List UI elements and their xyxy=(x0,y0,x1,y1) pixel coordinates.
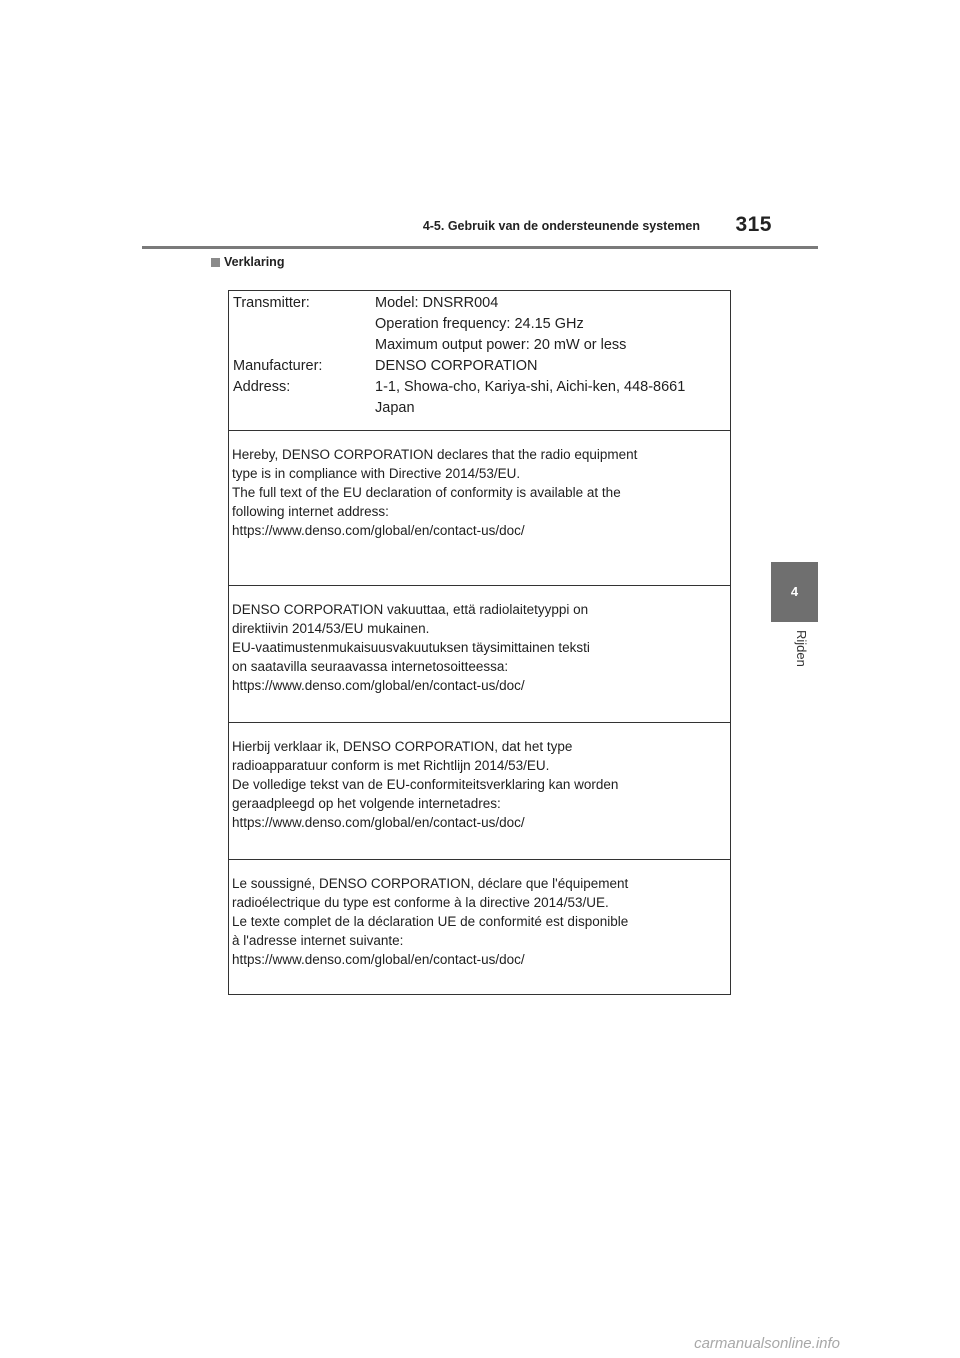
declaration-nl xyxy=(229,723,730,860)
footer-watermark: carmanualsonline.info xyxy=(694,1335,840,1352)
section-heading xyxy=(211,255,284,269)
chapter-label: Rijden xyxy=(794,630,809,667)
spec-table xyxy=(233,293,685,419)
spec-row xyxy=(233,356,685,377)
declaration-line: DENSO CORPORATION vakuuttaa, että radiolaitetyyppi on xyxy=(232,602,589,617)
declaration-line: Hereby, DENSO CORPORATION declares that the radio equipment xyxy=(232,447,638,462)
section-title: 4-5. Gebruik van de ondersteunende systemen xyxy=(422,219,700,233)
declaration-line: type is in compliance with Directive 2014/53/EU. xyxy=(232,466,521,481)
spec-value: 1-1, Showa-cho, Kariya-shi, Aichi-ken, 448-8661 xyxy=(375,379,686,395)
spec-row xyxy=(233,293,685,314)
declaration-line: radioélectrique du type est conforme à la directive 2014/53/UE. xyxy=(232,895,609,910)
declaration-fr xyxy=(229,860,730,994)
spec-row xyxy=(233,335,685,356)
declaration-line: Le soussigné, DENSO CORPORATION, déclare que l'équipement xyxy=(232,876,629,891)
spec-label xyxy=(233,398,375,419)
spec-row xyxy=(233,377,685,398)
declaration-line: radioapparatuur conform is met Richtlijn 2014/53/EU. xyxy=(232,758,550,773)
declaration-line: Le texte complet de la déclaration UE de conformité est disponible xyxy=(232,914,629,929)
spec-value: Maximum output power: 20 mW or less xyxy=(375,337,627,353)
spec-value: DENSO CORPORATION xyxy=(375,358,538,374)
declaration-line: following internet address: xyxy=(232,504,389,519)
spec-label: Manufacturer: xyxy=(233,358,323,374)
declaration-line: Hierbij verklaar ik, DENSO CORPORATION, dat het type xyxy=(232,739,573,754)
declaration-text xyxy=(232,874,724,969)
spec-label: Address: xyxy=(233,379,291,395)
section-heading-text: Verklaring xyxy=(224,255,285,269)
declaration-en xyxy=(229,431,730,586)
square-bullet-icon xyxy=(211,258,220,267)
declaration-url: https://www.denso.com/global/en/contact-us/doc/ xyxy=(232,678,525,693)
declaration-line: EU-vaatimustenmukaisuusvakuutuksen täysimittainen teksti xyxy=(232,640,590,655)
declaration-url: https://www.denso.com/global/en/contact-us/doc/ xyxy=(232,815,525,830)
declaration-line: geraadpleegd op het volgende internetadres: xyxy=(232,796,501,811)
declaration-line: on saatavilla seuraavassa internetosoitteessa: xyxy=(232,659,509,674)
declaration-line: direktiivin 2014/53/EU mukainen. xyxy=(232,621,430,636)
page-header xyxy=(142,212,818,249)
page-number: 315 xyxy=(735,213,772,236)
spec-label xyxy=(233,314,375,335)
declaration-text xyxy=(232,445,724,540)
declaration-text xyxy=(232,737,724,832)
declaration-url: https://www.denso.com/global/en/contact-us/doc/ xyxy=(232,523,525,538)
spec-value: Model: DNSRR004 xyxy=(375,295,499,311)
declaration-line: à l'adresse internet suivante: xyxy=(232,933,404,948)
declaration-fi xyxy=(229,586,730,723)
spec-row xyxy=(233,398,685,419)
spec-value: Operation frequency: 24.15 GHz xyxy=(375,316,584,332)
declaration-line: De volledige tekst van de EU-conformiteitsverklaring kan worden xyxy=(232,777,619,792)
chapter-tab: 4 xyxy=(771,562,818,622)
spec-panel xyxy=(229,291,730,431)
declaration-box xyxy=(228,290,731,995)
spec-value: Japan xyxy=(375,400,415,416)
spec-label: Transmitter: xyxy=(233,295,310,311)
spec-label xyxy=(233,335,375,356)
declaration-line: The full text of the EU declaration of conformity is available at the xyxy=(232,485,621,500)
spec-row xyxy=(233,314,685,335)
declaration-url: https://www.denso.com/global/en/contact-us/doc/ xyxy=(232,952,525,967)
declaration-text xyxy=(232,600,724,695)
